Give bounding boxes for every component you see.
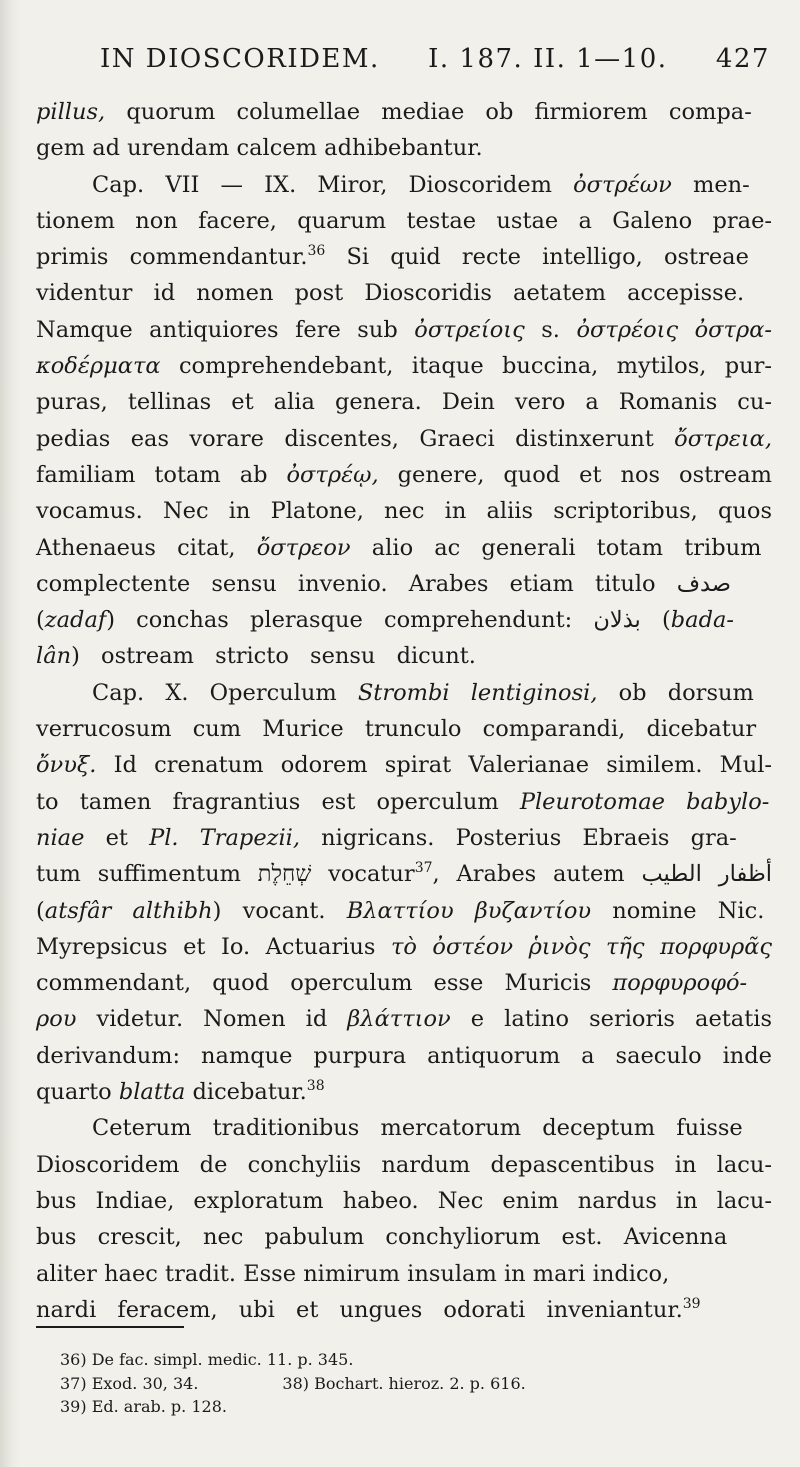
text-run: et — [84, 824, 150, 851]
text-line — [36, 1292, 772, 1328]
text-run: bus Indiae, exploratum habeo. Nec enim nardus in lacu- — [36, 1187, 772, 1214]
italic-term: lân — [36, 643, 72, 670]
text-run: aliter haec tradit. Esse nimirum insulam in mari indico, — [36, 1260, 670, 1287]
text-line — [36, 1256, 772, 1292]
italic-term: Pl. Trapezii, — [149, 824, 301, 851]
text-run: ( — [36, 897, 45, 924]
text-run: Dioscoridem de conchyliis nardum depascentibus in lacu- — [36, 1151, 772, 1178]
text-run: Namque antiquiores fere sub — [36, 316, 415, 343]
page-gutter-shadow — [0, 0, 20, 1467]
text-line — [36, 239, 772, 275]
italic-term: ὀστρείοις — [414, 316, 525, 343]
arabic-term: صدف — [676, 570, 731, 597]
footnote-row-37-38 — [60, 1372, 760, 1396]
italic-term: ὄνυξ. — [36, 752, 97, 779]
text-run: dicebatur. — [185, 1079, 307, 1106]
italic-term: ὄστρεον — [256, 534, 351, 561]
text-line — [36, 602, 772, 638]
text-run: alio ac generali totam tribum — [350, 534, 762, 561]
text-line — [36, 1183, 772, 1219]
footnote-39: 39) Ed. arab. p. 128. — [60, 1397, 227, 1416]
text-line — [36, 348, 772, 384]
text-run: videntur id nomen post Dioscoridis aetatem accepisse. — [36, 280, 745, 307]
text-line — [36, 167, 772, 203]
arabic-term: أظفار الطيب — [641, 861, 773, 888]
running-head-reference: I. 187. II. 1—10. — [428, 44, 668, 74]
text-line — [36, 893, 772, 929]
footnote-36: 36) De fac. simpl. medic. 11. p. 345. — [60, 1350, 354, 1369]
text-run: gem ad urendam calcem adhibebantur. — [36, 135, 483, 162]
text-line — [36, 675, 772, 711]
text-run: commendant, quod operculum esse Muricis — [36, 970, 613, 997]
italic-term: zadaf — [44, 607, 107, 634]
text-line — [36, 493, 772, 529]
text-line — [36, 929, 772, 965]
italic-term: bada- — [670, 607, 735, 634]
text-line — [36, 856, 772, 892]
text-line — [36, 384, 772, 420]
italic-term: niae — [36, 824, 85, 851]
text-line — [36, 784, 772, 820]
footnote-ref: 39 — [682, 1295, 701, 1312]
text-run: derivandum: namque purpura antiquorum a saeculo inde — [36, 1042, 772, 1069]
footnote-37: 37) Exod. 30, 34. — [60, 1373, 199, 1393]
italic-term: κοδέρματα — [36, 353, 161, 380]
text-line — [36, 747, 772, 783]
text-run: Id crenatum odorem spirat Valerianae similem. Mul- — [96, 752, 772, 779]
italic-term: ὀστρέοις ὀστρα- — [576, 316, 773, 343]
text-run: Athenaeus citat, — [36, 534, 257, 561]
text-run: tum suffimentum — [36, 861, 258, 888]
text-run: ob dorsum — [597, 679, 754, 706]
italic-term: Pleurotomae babylo- — [519, 788, 770, 815]
text-run: Ceterum traditionibus mercatorum deceptum fuisse — [92, 1115, 743, 1142]
text-run: comprehendebant, itaque buccina, mytilos, pur- — [160, 353, 772, 380]
text-line — [36, 1147, 772, 1183]
footnote-ref: 37 — [414, 860, 433, 877]
body-text — [36, 94, 772, 1328]
italic-term: Strombi lentiginosi, — [357, 679, 598, 706]
italic-term: Βλαττίου βυζαντίου — [346, 897, 592, 924]
text-run: to tamen fragrantius est operculum — [36, 788, 520, 815]
text-run: ) conchas plerasque comprehendunt: — [106, 607, 594, 634]
italic-term: τὸ ὀστέον ῥινὸς τῆς πορφυρᾶς — [390, 933, 772, 960]
text-line — [36, 421, 772, 457]
text-run: ( — [36, 607, 45, 634]
text-line — [36, 530, 772, 566]
text-run: nigricans. Posterius Ebraeis gra- — [300, 824, 737, 851]
text-run: videtur. Nomen id — [76, 1006, 348, 1033]
text-line — [36, 312, 772, 348]
text-run: vocamus. Nec in Platone, nec in aliis scriptoribus, quos — [36, 498, 772, 525]
text-run: Myrepsicus et Io. Actuarius — [36, 933, 391, 960]
footnotes — [60, 1348, 760, 1419]
footnote-ref: 36 — [307, 243, 326, 260]
text-run: complectente sensu invenio. Arabes etiam titulo — [36, 570, 677, 597]
text-run: ( — [640, 607, 671, 634]
text-line — [36, 566, 772, 602]
text-line — [36, 275, 772, 311]
text-line — [36, 1001, 772, 1037]
text-run: quorum columellae mediae ob firmiorem compa- — [105, 99, 752, 125]
text-line — [36, 820, 772, 856]
arabic-term: بذلان — [593, 607, 641, 634]
footnote-rule — [36, 1326, 184, 1328]
italic-term: πορφυροφό- — [612, 970, 748, 997]
text-run: verrucosum cum Murice trunculo comparandi, dicebatur — [36, 716, 757, 743]
italic-term: ὀστρέῳ, — [286, 461, 379, 488]
text-run: vocatur — [311, 861, 415, 888]
hebrew-term: שְׁחֵלֶת — [257, 861, 312, 888]
text-run: primis commendantur. — [36, 244, 308, 271]
italic-term: ὀστρέων — [573, 171, 672, 198]
text-line — [36, 457, 772, 493]
running-head-title: IN DIOSCORIDEM. — [100, 44, 380, 74]
text-run: pedias eas vorare discentes, Graeci distinxerunt — [36, 425, 675, 452]
text-line — [36, 130, 772, 166]
text-run: genere, quod et nos ostream — [378, 461, 772, 488]
text-line — [36, 1038, 772, 1074]
footnote-ref: 38 — [306, 1078, 325, 1095]
italic-term: blatta — [118, 1079, 186, 1106]
text-run: ) ostream stricto sensu dicunt. — [71, 643, 476, 670]
italic-term: ρου — [36, 1006, 77, 1033]
text-run: Cap. VII — IX. Miror, Dioscoridem — [92, 171, 574, 198]
page-number: 427 — [715, 44, 770, 74]
text-run: nomine Nic. — [591, 897, 765, 924]
text-line — [36, 1074, 772, 1110]
text-run: nardi feracem, ubi et ungues odorati inveniantur. — [36, 1296, 683, 1323]
running-head — [100, 42, 770, 76]
text-run: puras, tellinas et alia genera. Dein vero a Romanis cu- — [36, 389, 772, 416]
text-line — [36, 203, 772, 239]
footnote-38: 38) Bochart. hieroz. 2. p. 616. — [282, 1373, 526, 1393]
text-run: Si quid recte intelligo, ostreae — [325, 244, 749, 271]
italic-term: βλάττιον — [347, 1006, 451, 1033]
text-line — [36, 1219, 772, 1255]
text-run: men- — [671, 171, 750, 198]
text-line — [36, 965, 772, 1001]
text-line — [36, 94, 772, 130]
text-line — [36, 638, 772, 674]
italic-term: atsfâr althibh — [44, 897, 213, 924]
text-run: e latino serioris aetatis — [450, 1006, 772, 1033]
text-line — [36, 1110, 772, 1146]
text-run: quarto — [36, 1079, 119, 1106]
text-run: familiam totam ab — [36, 461, 287, 488]
text-run: bus crescit, nec pabulum conchyliorum est. Avicenna — [36, 1224, 728, 1251]
text-run: tionem non facere, quarum testae ustae a Galeno prae- — [36, 207, 772, 234]
text-line — [36, 711, 772, 747]
italic-term: pillus, — [36, 99, 106, 125]
text-run: s. — [524, 316, 577, 343]
italic-term: ὄστρεια, — [674, 425, 772, 452]
text-run: , Arabes autem — [432, 861, 642, 888]
text-run: ) vocant. — [212, 897, 347, 924]
text-run: Cap. X. Operculum — [92, 679, 358, 706]
